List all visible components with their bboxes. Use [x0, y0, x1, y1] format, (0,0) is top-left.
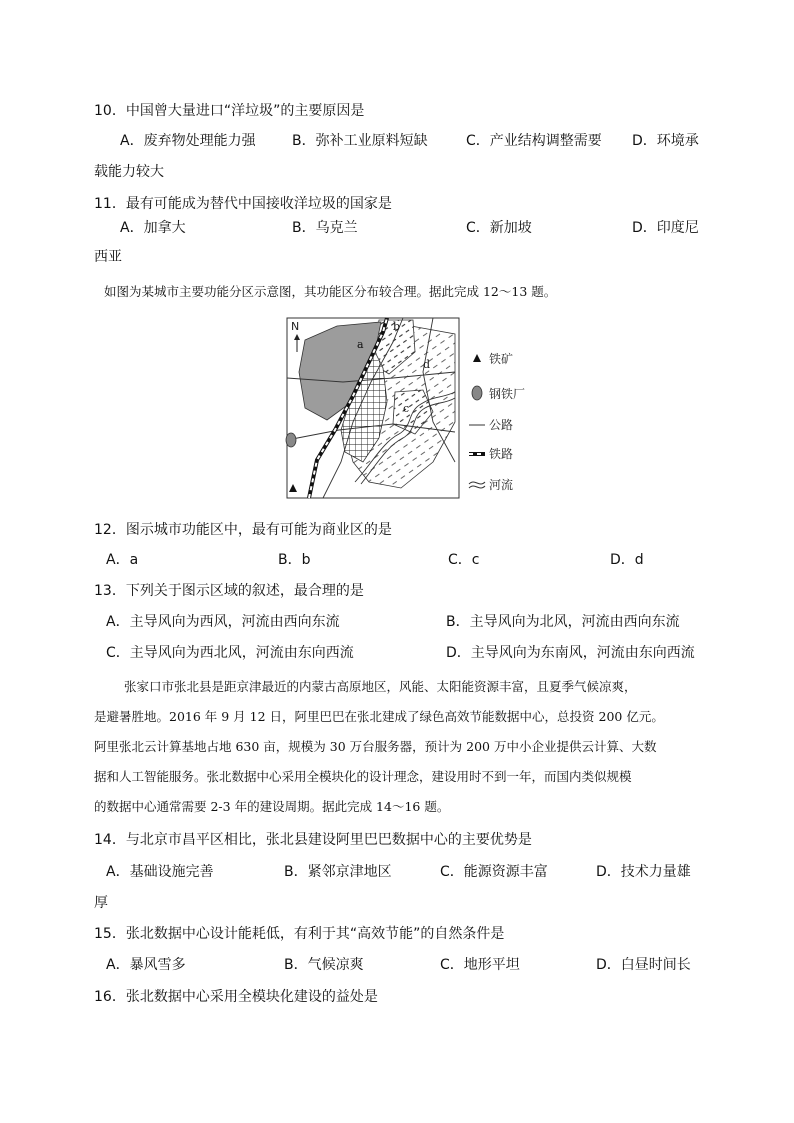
- passage-line-3: 阿里张北云计算基地占地 630 亩，规模为 30 万台服务器，预计为 200 万中小企业提供云计算、大数: [94, 739, 657, 754]
- passage-line-5: 的数据中心通常需要 2-3 年的建设周期。据此完成 14～16 题。: [94, 799, 450, 814]
- q14-option-d-continued: 厚: [94, 895, 108, 911]
- steel-plant-icon: [286, 433, 296, 447]
- q10-option-a: A．废弃物处理能力强: [120, 133, 256, 149]
- q13-option-b: B．主导风向为北风，河流由西向东流: [446, 614, 680, 630]
- q13-option-c: C．主导风向为西北风，河流由东向西流: [106, 645, 354, 661]
- q14-option-a: A．基础设施完善: [106, 864, 214, 880]
- legend-railway: 铁路: [489, 447, 514, 461]
- zone-b-label: b: [393, 320, 401, 333]
- north-label: N: [291, 320, 300, 333]
- q11-option-c: C．新加坡: [466, 220, 532, 236]
- q11-option-d: D．印度尼: [632, 220, 699, 236]
- q15-option-d: D．白昼时间长: [596, 957, 691, 973]
- q12-option-d: D．d: [610, 552, 644, 568]
- q15-option-c: C．地形平坦: [440, 957, 520, 973]
- legend-steel-plant: 钢铁厂: [489, 387, 526, 401]
- q14-stem: 14．与北京市昌平区相比，张北县建设阿里巴巴数据中心的主要优势是: [94, 832, 532, 848]
- q12-option-c: C．c: [448, 552, 480, 568]
- legend-iron-mine: 铁矿: [489, 352, 514, 366]
- legend-river: 河流: [489, 478, 514, 492]
- q14-option-d: D．技术力量雄: [596, 864, 691, 880]
- q16-stem: 16．张北数据中心采用全模块化建设的益处是: [94, 989, 378, 1005]
- zone-a-label: a: [357, 338, 364, 351]
- q13-option-a: A．主导风向为西风，河流由西向东流: [106, 614, 340, 630]
- q13-stem: 13．下列关于图示区域的叙述，最合理的是: [94, 583, 364, 599]
- q10-option-d: D．环境承: [632, 133, 699, 149]
- intro-12-13: 如图为某城市主要功能分区示意图，其功能区分布较合理。据此完成 12～13 题。: [104, 284, 557, 299]
- passage-line-2: 是避暑胜地。2016 年 9 月 12 日，阿里巴巴在张北建成了绿色高效节能数据中心，总投资 200 亿元。: [94, 709, 664, 724]
- q10-option-d-continued: 载能力较大: [94, 164, 164, 180]
- q14-option-b: B．紧邻京津地区: [284, 864, 392, 880]
- q10-option-b: B．弥补工业原料短缺: [292, 133, 428, 149]
- passage-line-1: 张家口市张北县是距京津最近的内蒙古高原地区，风能、太阳能资源丰富，且夏季气候凉爽，: [124, 679, 637, 694]
- legend-steel-plant-icon: [472, 386, 482, 400]
- zone-c-label: c: [403, 402, 410, 415]
- passage-line-4: 据和人工智能服务。张北数据中心采用全模块化的设计理念，建设用时不到一年，而国内类似规模: [94, 769, 632, 784]
- q10-option-c: C．产业结构调整需要: [466, 133, 602, 149]
- q14-option-c: C．能源资源丰富: [440, 864, 548, 880]
- q15-option-a: A．暴风雪多: [106, 957, 186, 973]
- q11-stem: 11．最有可能成为替代中国接收洋垃圾的国家是: [94, 196, 392, 212]
- q11-option-b: B．乌克兰: [292, 220, 358, 236]
- q12-option-a: A．a: [106, 552, 139, 568]
- zone-d-label: d: [423, 358, 431, 371]
- q15-option-b: B．气候凉爽: [284, 957, 364, 973]
- q11-option-a: A．加拿大: [120, 220, 186, 236]
- q13-option-d: D．主导风向为东南风，河流由东向西流: [446, 645, 695, 661]
- legend-road: 公路: [489, 418, 514, 432]
- city-function-map: [283, 312, 535, 504]
- q12-stem: 12．图示城市功能区中，最有可能为商业区的是: [94, 522, 392, 538]
- q15-stem: 15．张北数据中心设计能耗低，有利于其“高效节能”的自然条件是: [94, 926, 505, 942]
- q12-option-b: B．b: [278, 552, 311, 568]
- q10-stem: 10．中国曾大量进口“洋垃圾”的主要原因是: [94, 103, 365, 119]
- q11-option-d-continued: 西亚: [94, 249, 122, 265]
